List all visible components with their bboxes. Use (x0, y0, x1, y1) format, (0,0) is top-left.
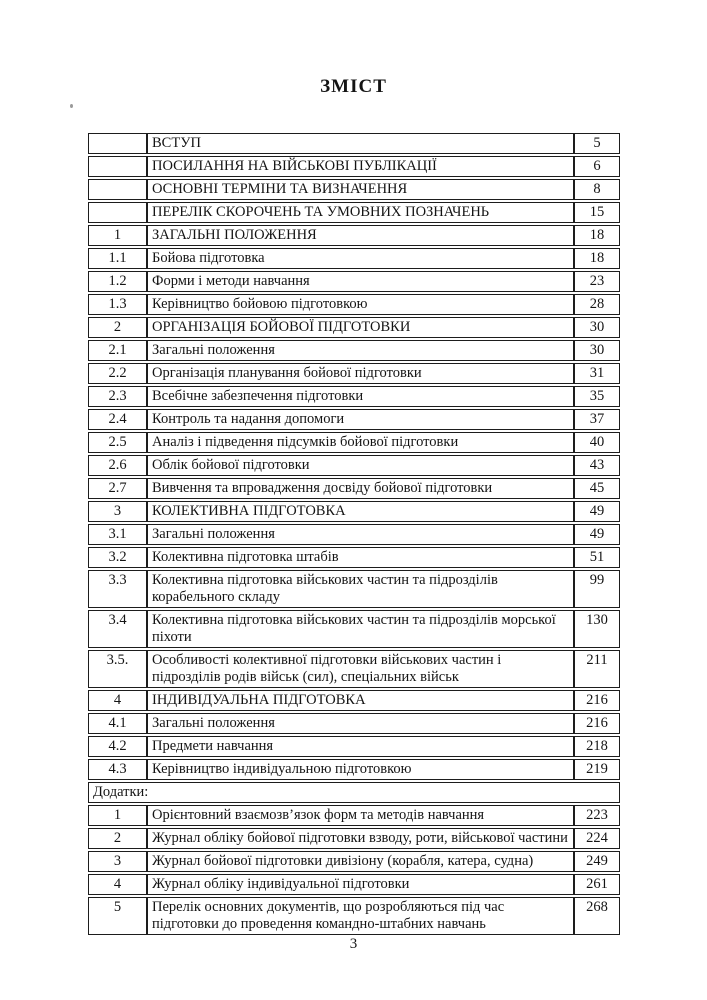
toc-entry-page: 28 (574, 294, 620, 315)
toc-row (88, 409, 620, 430)
toc-entry-page: 130 (574, 610, 620, 648)
toc-entry-number: 4.3 (88, 759, 147, 780)
toc-entry-page: 18 (574, 248, 620, 269)
toc-entry-page: 49 (574, 501, 620, 522)
toc-row (88, 248, 620, 269)
toc-row (88, 294, 620, 315)
toc-row (88, 610, 620, 648)
toc-entry-title: Керівництво індивідуальною підготовкою (147, 759, 574, 780)
toc-row (88, 225, 620, 246)
toc-entry-number: 4 (88, 874, 147, 895)
toc-entry-title: ВСТУП (147, 133, 574, 154)
toc-entry-title: Перелік основних документів, що розробляються під час підготовки до проведення командно-штабних навчань (147, 897, 574, 935)
toc-entry-title: Аналіз і підведення підсумків бойової підготовки (147, 432, 574, 453)
toc-entry-page: 6 (574, 156, 620, 177)
toc-entry-number: 3.2 (88, 547, 147, 568)
toc-entry-page: 249 (574, 851, 620, 872)
toc-row (88, 179, 620, 200)
toc-entry-page: 43 (574, 455, 620, 476)
toc-entry-title: ІНДИВІДУАЛЬНА ПІДГОТОВКА (147, 690, 574, 711)
toc-section-row (88, 782, 620, 803)
toc-entry-title: Орієнтовний взаємозв’язок форм та методів навчання (147, 805, 574, 826)
toc-table-body (88, 133, 620, 935)
toc-entry-number: 2.5 (88, 432, 147, 453)
toc-entry-title: Контроль та надання допомоги (147, 409, 574, 430)
toc-row (88, 650, 620, 688)
toc-table (88, 131, 620, 937)
toc-entry-number (88, 179, 147, 200)
toc-entry-title: Журнал обліку бойової підготовки взводу, роти, військової частини (147, 828, 574, 849)
toc-entry-page: 30 (574, 317, 620, 338)
toc-row (88, 156, 620, 177)
toc-row (88, 547, 620, 568)
toc-entry-title: Колективна підготовка військових частин та підрозділів корабельного складу (147, 570, 574, 608)
toc-entry-number: 1 (88, 225, 147, 246)
toc-entry-page: 224 (574, 828, 620, 849)
toc-entry-page: 49 (574, 524, 620, 545)
toc-row (88, 271, 620, 292)
toc-entry-title: Облік бойової підготовки (147, 455, 574, 476)
toc-row (88, 524, 620, 545)
toc-entry-number: 2.2 (88, 363, 147, 384)
toc-entry-number: 1 (88, 805, 147, 826)
toc-entry-number: 4.2 (88, 736, 147, 757)
toc-entry-page: 23 (574, 271, 620, 292)
toc-entry-number: 5 (88, 897, 147, 935)
toc-entry-page: 15 (574, 202, 620, 223)
toc-entry-title: Журнал бойової підготовки дивізіону (корабля, катера, судна) (147, 851, 574, 872)
toc-entry-number: 1.3 (88, 294, 147, 315)
toc-entry-title: Всебічне забезпечення підготовки (147, 386, 574, 407)
toc-row (88, 455, 620, 476)
toc-entry-page: 211 (574, 650, 620, 688)
table-of-contents (88, 131, 620, 937)
toc-entry-number: 4.1 (88, 713, 147, 734)
toc-entry-number: 1.1 (88, 248, 147, 269)
toc-entry-title: Загальні положення (147, 524, 574, 545)
toc-section-label: Додатки: (88, 782, 620, 803)
toc-row (88, 340, 620, 361)
toc-entry-page: 216 (574, 690, 620, 711)
toc-entry-number: 4 (88, 690, 147, 711)
toc-entry-page: 35 (574, 386, 620, 407)
toc-entry-page: 30 (574, 340, 620, 361)
toc-entry-number (88, 202, 147, 223)
toc-row (88, 386, 620, 407)
toc-entry-number: 2.4 (88, 409, 147, 430)
toc-entry-number (88, 133, 147, 154)
toc-entry-page: 268 (574, 897, 620, 935)
toc-row (88, 432, 620, 453)
toc-entry-number: 3 (88, 501, 147, 522)
toc-entry-page: 261 (574, 874, 620, 895)
toc-entry-page: 37 (574, 409, 620, 430)
toc-entry-number: 3.4 (88, 610, 147, 648)
toc-entry-title: Колективна підготовка військових частин та підрозділів морської піхоти (147, 610, 574, 648)
toc-entry-title: ОСНОВНІ ТЕРМІНИ ТА ВИЗНАЧЕННЯ (147, 179, 574, 200)
toc-entry-title: Загальні положення (147, 340, 574, 361)
toc-entry-page: 219 (574, 759, 620, 780)
toc-entry-number: 2.3 (88, 386, 147, 407)
page-title: ЗМІСТ (320, 76, 387, 97)
toc-entry-page: 223 (574, 805, 620, 826)
toc-entry-number: 2 (88, 317, 147, 338)
toc-row (88, 736, 620, 757)
toc-entry-title: Організація планування бойової підготовки (147, 363, 574, 384)
toc-row (88, 133, 620, 154)
toc-entry-title: Колективна підготовка штабів (147, 547, 574, 568)
toc-row (88, 317, 620, 338)
toc-entry-page: 99 (574, 570, 620, 608)
toc-row (88, 805, 620, 826)
toc-row (88, 570, 620, 608)
toc-entry-page: 8 (574, 179, 620, 200)
toc-entry-title: Вивчення та впровадження досвіду бойової підготовки (147, 478, 574, 499)
toc-entry-title: Предмети навчання (147, 736, 574, 757)
toc-entry-page: 45 (574, 478, 620, 499)
toc-entry-number: 3.5. (88, 650, 147, 688)
toc-entry-page: 5 (574, 133, 620, 154)
toc-entry-number: 2.1 (88, 340, 147, 361)
toc-entry-number (88, 156, 147, 177)
toc-entry-title: ПОСИЛАННЯ НА ВІЙСЬКОВІ ПУБЛІКАЦІЇ (147, 156, 574, 177)
toc-row (88, 690, 620, 711)
toc-entry-title: ЗАГАЛЬНІ ПОЛОЖЕННЯ (147, 225, 574, 246)
toc-entry-page: 218 (574, 736, 620, 757)
toc-row (88, 874, 620, 895)
toc-row (88, 897, 620, 935)
scan-speck-artifact (70, 104, 73, 108)
toc-entry-title: Бойова підготовка (147, 248, 574, 269)
toc-entry-number: 3.3 (88, 570, 147, 608)
toc-entry-title: Форми і методи навчання (147, 271, 574, 292)
toc-entry-title: Особливості колективної підготовки військових частин і підрозділів родів військ (сил), спеціальних військ (147, 650, 574, 688)
toc-row (88, 713, 620, 734)
toc-entry-title: Журнал обліку індивідуальної підготовки (147, 874, 574, 895)
toc-row (88, 202, 620, 223)
toc-row (88, 478, 620, 499)
toc-entry-title: ОРГАНІЗАЦІЯ БОЙОВОЇ ПІДГОТОВКИ (147, 317, 574, 338)
toc-row (88, 759, 620, 780)
toc-entry-number: 3.1 (88, 524, 147, 545)
toc-entry-title: КОЛЕКТИВНА ПІДГОТОВКА (147, 501, 574, 522)
page-number: 3 (349, 936, 358, 952)
toc-entry-page: 51 (574, 547, 620, 568)
toc-entry-page: 40 (574, 432, 620, 453)
toc-row (88, 851, 620, 872)
toc-entry-number: 1.2 (88, 271, 147, 292)
toc-entry-page: 31 (574, 363, 620, 384)
toc-entry-title: Керівництво бойовою підготовкою (147, 294, 574, 315)
toc-row (88, 501, 620, 522)
toc-row (88, 363, 620, 384)
toc-entry-number: 3 (88, 851, 147, 872)
toc-entry-title: Загальні положення (147, 713, 574, 734)
toc-entry-page: 216 (574, 713, 620, 734)
toc-row (88, 828, 620, 849)
toc-entry-number: 2.6 (88, 455, 147, 476)
toc-entry-title: ПЕРЕЛІК СКОРОЧЕНЬ ТА УМОВНИХ ПОЗНАЧЕНЬ (147, 202, 574, 223)
toc-entry-page: 18 (574, 225, 620, 246)
toc-entry-number: 2 (88, 828, 147, 849)
toc-entry-number: 2.7 (88, 478, 147, 499)
